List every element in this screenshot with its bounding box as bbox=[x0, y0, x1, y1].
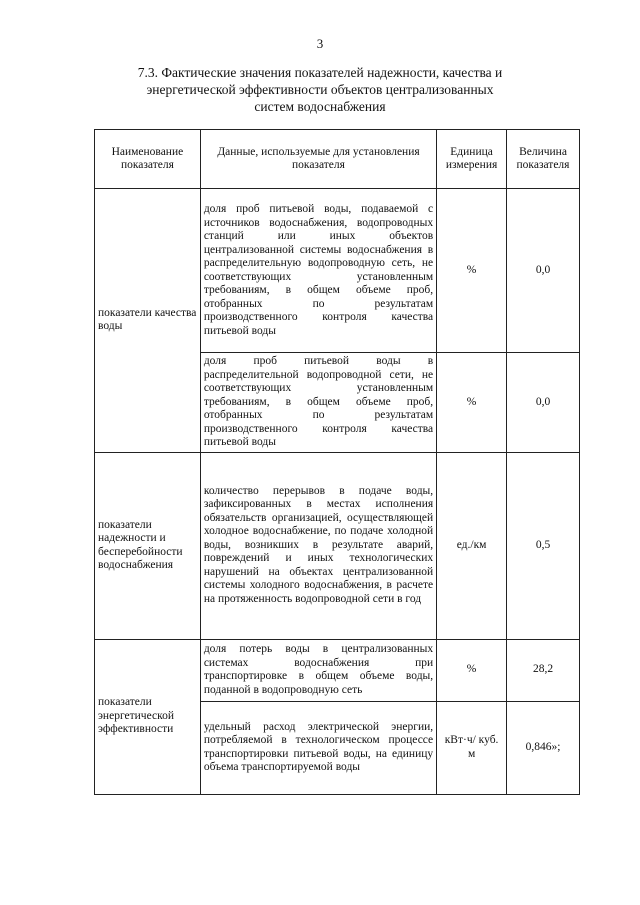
group-water-quality: показатели качества воды bbox=[95, 189, 201, 453]
heading-line-2: энергетической эффективности объектов централизованных bbox=[146, 82, 494, 97]
row-value: 0,5 bbox=[507, 452, 580, 639]
table-row bbox=[95, 189, 580, 353]
group-energy-efficiency: показатели энергетической эффективности bbox=[95, 639, 201, 794]
row-unit: % bbox=[437, 189, 507, 353]
row-unit: % bbox=[437, 353, 507, 453]
row-description: количество перерывов в подаче воды, зафиксированных в местах исполнения обязательств организацией, осуществляющей холодное водоснабжение, по подаче холодной воды, возникших в результате аварий, повреждений и иных технологических нарушений на объектах централизованной системы холодного водоснабжения, в расчете на протяженность водопроводной сети в год bbox=[200, 452, 436, 639]
row-value: 0,0 bbox=[507, 353, 580, 453]
table-row bbox=[95, 639, 580, 701]
row-description: удельный расход электрической энергии, потребляемой в технологическом процессе транспортировки питьевой воды, на единицу объема транспортируемой воды bbox=[200, 701, 436, 794]
row-description: доля проб питьевой воды в распределительной водопроводной сети, не соответствующих установленным требованиям, в общем объеме проб, отобранных по результатам производственного контроля качества питьевой воды bbox=[200, 353, 436, 453]
indicators-table bbox=[94, 129, 580, 795]
table-header-row bbox=[95, 130, 580, 189]
section-heading bbox=[100, 64, 540, 115]
row-unit: ед./км bbox=[437, 452, 507, 639]
heading-line-1: 7.3. Фактические значения показателей надежности, качества и bbox=[137, 65, 503, 80]
header-name: Наименование показателя bbox=[95, 130, 201, 189]
row-value: 0,0 bbox=[507, 189, 580, 353]
row-description: доля потерь воды в централизованных системах водоснабжения при транспортировке в общем объеме воды, поданной в водопроводную сеть bbox=[200, 639, 436, 701]
page-number: 3 bbox=[316, 36, 324, 51]
header-value: Величина показателя bbox=[507, 130, 580, 189]
header-unit: Единица измерения bbox=[437, 130, 507, 189]
row-value: 0,846»; bbox=[507, 701, 580, 794]
row-value: 28,2 bbox=[507, 639, 580, 701]
row-unit: % bbox=[437, 639, 507, 701]
row-unit: кВт·ч/ куб. м bbox=[437, 701, 507, 794]
group-reliability: показатели надежности и бесперебойности водоснабжения bbox=[95, 452, 201, 639]
table-row bbox=[95, 452, 580, 639]
header-data: Данные, используемые для установления показателя bbox=[200, 130, 436, 189]
row-description: доля проб питьевой воды, подаваемой с источников водоснабжения, водопроводных станций или иных объектов централизованной системы водоснабжения в распределительную водопроводную сеть, не соответствующих установленным требованиям, в общем объеме проб, отобранных по результатам производственного контроля качества питьевой воды bbox=[200, 189, 436, 353]
heading-line-3: систем водоснабжения bbox=[254, 99, 386, 114]
